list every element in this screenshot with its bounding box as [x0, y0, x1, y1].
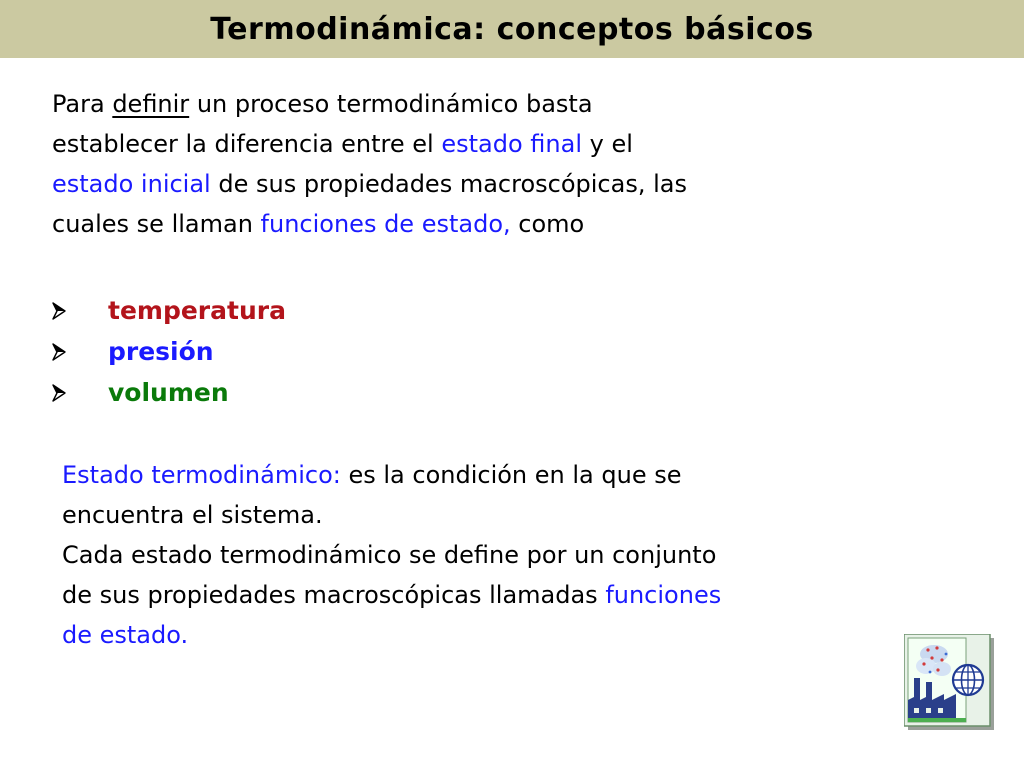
list-item [52, 290, 286, 331]
intro-text-4: establecer la diferencia entre el [52, 130, 442, 158]
intro-initial-state: estado inicial [52, 170, 211, 198]
page-title: Termodinámica: conceptos básicos [210, 11, 814, 47]
intro-text-1: Para [52, 90, 113, 118]
arrow-bullet-icon [52, 343, 66, 361]
definition-paragraph [62, 455, 982, 655]
intro-text-11: como [510, 210, 585, 238]
bullet-label-temperatura: temperatura [108, 296, 286, 325]
intro-text-9: cuales se llaman [52, 210, 261, 238]
intro-text-3: un proceso termodinámico basta [189, 90, 593, 118]
definition-text-4: Cada estado termodinámico se define por un conjunto [62, 541, 717, 569]
definition-text-2: es la condición en la que se [340, 461, 682, 489]
bullet-label-volumen: volumen [108, 378, 229, 407]
definition-term: Estado termodinámico: [62, 461, 341, 489]
intro-final-state: estado final [441, 130, 582, 158]
properties-list [52, 290, 286, 413]
list-item [52, 331, 286, 372]
intro-text-6: y el [581, 130, 633, 158]
intro-underlined-word: definir [112, 90, 190, 118]
definition-state: de estado. [62, 621, 189, 649]
definition-text-5: de sus propiedades macroscópicas llamadas [62, 581, 606, 609]
list-item [52, 372, 286, 413]
arrow-bullet-icon [52, 302, 66, 320]
bullet-label-presion: presión [108, 337, 214, 366]
intro-text-8: de sus propiedades macroscópicas, las [210, 170, 687, 198]
factory-globe-logo [904, 634, 996, 732]
title-bar [0, 0, 1024, 58]
definition-text-3: encuentra el sistema. [62, 501, 323, 529]
definition-functions: funciones [605, 581, 722, 609]
intro-state-functions: funciones de estado, [260, 210, 511, 238]
intro-paragraph [52, 84, 972, 244]
arrow-bullet-icon [52, 384, 66, 402]
